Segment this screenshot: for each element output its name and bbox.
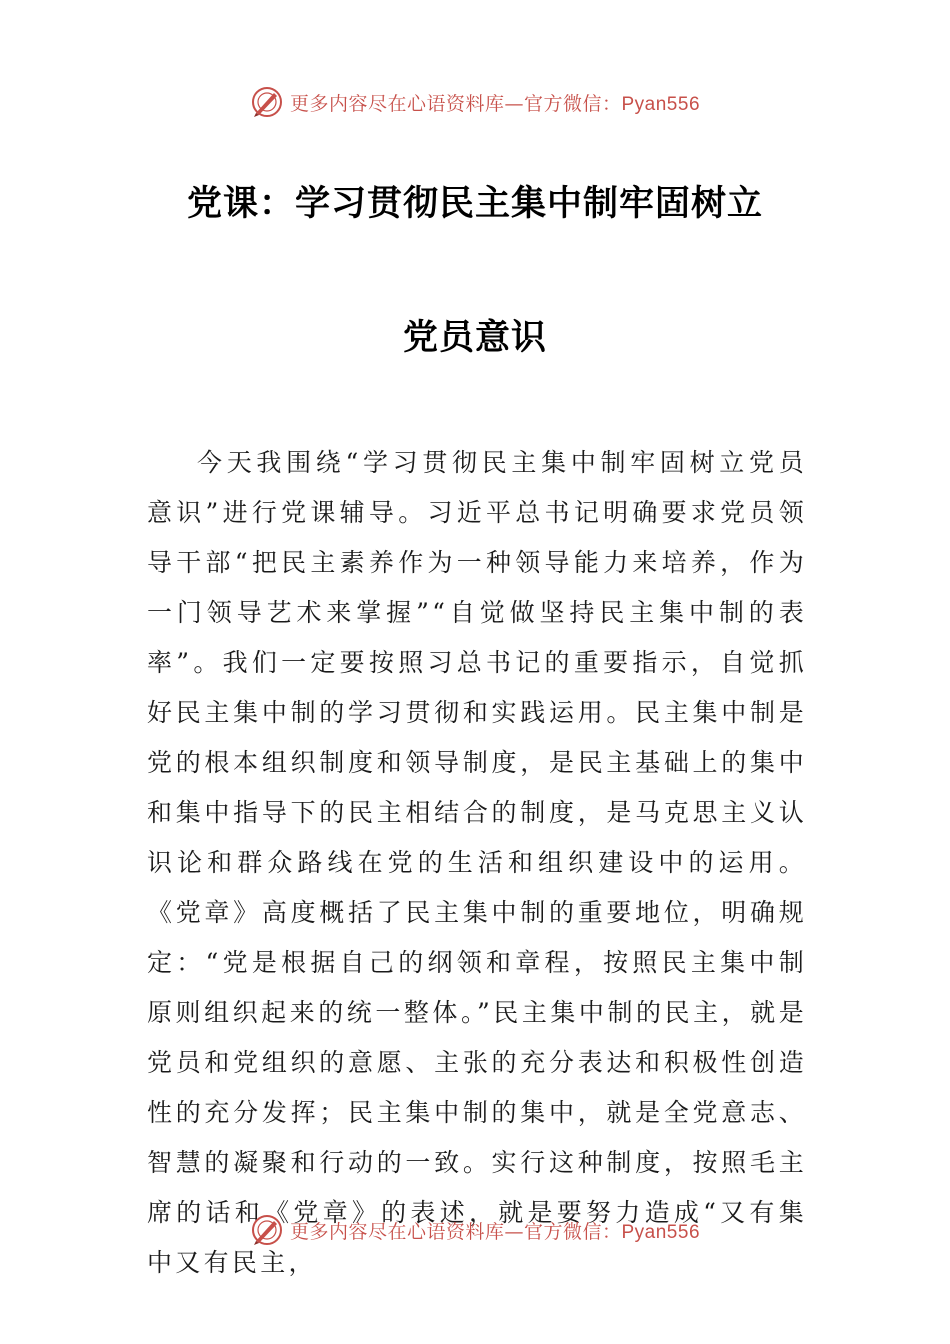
banner-text: 更多内容尽在心语资料库—官方微信：Pyan556 <box>289 92 701 115</box>
body-paragraph: 今天我围绕“学习贯彻民主集中制牢固树立党员意识”进行党课辅导。习近平总书记明确要求党员领导干部“把民主素养作为一种领导能力来培养，作为一门领导艺术来掌握”“自觉做坚持民主集中制的表率”。我们一定要按照习总书记的重要指示，自觉抓好民主集中制的学习贯彻和实践运用。民主集中制是党的根本组织制度和领导制度，是民主基础上的集中和集中指导下的民主相结合的制度，是马克思主义认识论和群众路线在党的生活和组织建设中的运用。《党章》高度概括了民主集中制的重要地位，明确规定：“党是根据自己的纲领和章程，按照民主集中制原则组织起来的统一整体。”民主集中制的民主，就是党员和党组织的意愿、主张的充分表达和积极性创造性的充分发挥；民主集中制的集中，就是全党意志、智慧的凝聚和行动的一致。实行这种制度，按照毛主席的话和《党章》的表述，就是要努力造成“又有集中又有民主， <box>147 448 807 1277</box>
document-title-line2: 党员意识 <box>402 318 547 358</box>
banner-text: 更多内容尽在心语资料库—官方微信：Pyan556 <box>289 1220 701 1243</box>
pen-logo-icon <box>250 85 284 119</box>
wechat-id: Pyan556 <box>621 93 701 115</box>
wechat-id: Pyan556 <box>621 1221 701 1243</box>
footer-banner <box>0 1210 950 1250</box>
pen-logo-icon <box>250 1213 284 1247</box>
header-banner <box>0 82 950 122</box>
document-title-line1: 党课：学习贯彻民主集中制牢固树立 <box>186 184 763 224</box>
